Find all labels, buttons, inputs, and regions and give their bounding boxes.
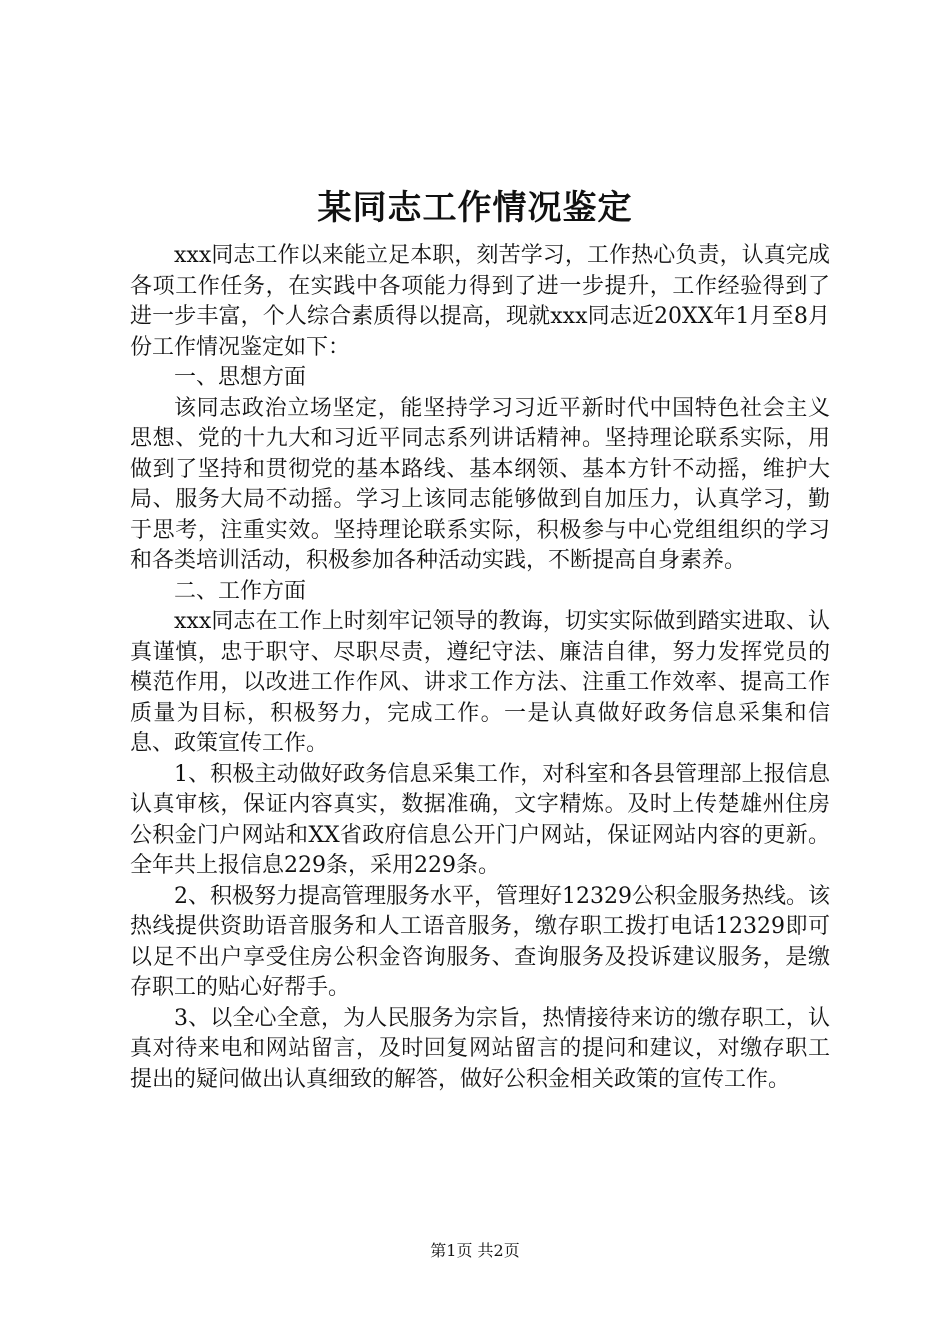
page-footer: 第1页 共2页 [430,1241,520,1260]
work-item-3: 3、以全心全意，为人民服务为宗旨，热情接待来访的缴存职工，认真对待来电和网站留言，及时回复网站留言的提问和建议，对缴存职工提出的疑问做出认真细致的解答，做好公积金相关政策的宣传工作。 [130,1005,830,1092]
work-item-1: 1、积极主动做好政务信息采集工作，对科室和各县管理部上报信息认真审核，保证内容真实，数据准确，文字精炼。及时上传楚雄州住房公积金门户网站和XX省政府信息公开门户网站，保证网站内容的更新。全年共上报信息229条，采用229条。 [130,761,830,878]
section-heading-work: 二、工作方面 [174,578,307,604]
ideology-paragraph: 该同志政治立场坚定，能坚持学习习近平新时代中国特色社会主义思想、党的十九大和习近平同志系列讲话精神。坚持理论联系实际，用做到了坚持和贯彻党的基本路线、基本纲领、基本方针不动摇，维护大局、服务大局不动摇。学习上该同志能够做到自加压力，认真学习，勤于思考，注重实效。坚持理论联系实际，积极参与中心党组组织的学习和各类培训活动，积极参加各种活动实践，不断提高自身素养。 [130,395,830,573]
intro-paragraph: xxx同志工作以来能立足本职，刻苦学习，工作热心负责，认真完成各项工作任务，在实践中各项能力得到了进一步提升，工作经验得到了进一步丰富，个人综合素质得以提高，现就xxx同志近20XX年1月至8月份工作情况鉴定如下： [130,243,830,360]
section-heading-ideology: 一、思想方面 [174,365,307,390]
work-item-2: 2、积极努力提高管理服务水平，管理好12329公积金服务热线。该热线提供资助语音服务和人工语音服务，缴存职工拨打电话12329即可以足不出户享受住房公积金咨询服务、查询服务及投诉建议服务，是缴存职工的贴心好帮手。 [130,883,831,1000]
work-paragraph: xxx同志在工作上时刻牢记领导的教诲，切实实际做到踏实进取、认真谨慎，忠于职守、尽职尽责，遵纪守法、廉洁自律，努力发挥党员的模范作用，以改进工作作风、讲求工作方法、注重工作效率、提高工作质量为目标，积极努力，完成工作。一是认真做好政务信息采集和信息、政策宣传工作。 [130,609,830,756]
document-body [130,241,830,1095]
document-title: 某同志工作情况鉴定 [317,188,633,228]
